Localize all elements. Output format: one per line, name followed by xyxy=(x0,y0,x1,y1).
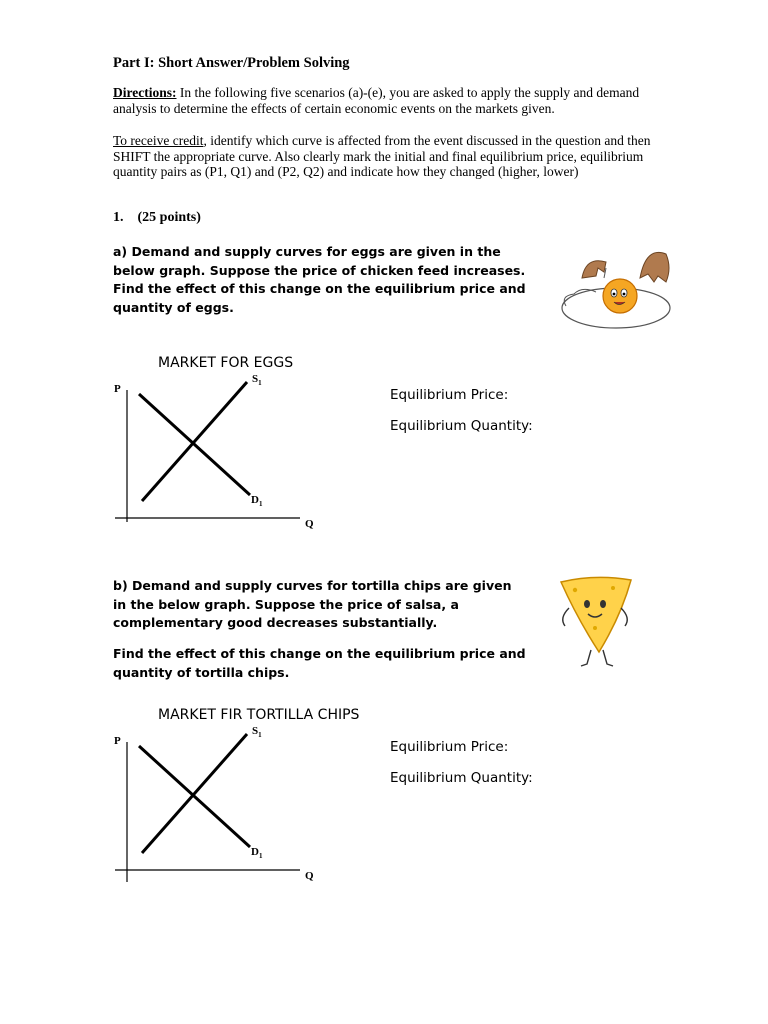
question-number: 1. xyxy=(113,210,124,225)
question-points: (25 points) xyxy=(137,210,201,225)
credit-text: , identify which curve is affected from the event discussed in the question and then SHIFT the appropriate curve. Also clearly mark the initial and final equilibrium price, equilibrium quantity pairs as (P1, Q1) and (P2, Q2) and indicate how they changed (higher, lower) xyxy=(113,133,651,179)
demand-curve-d1 xyxy=(139,746,250,847)
directions-label: Directions: xyxy=(113,85,177,100)
eggs-equilibrium-quantity-label: Equilibrium Quantity: xyxy=(390,418,533,434)
chips-equilibrium-quantity-label: Equilibrium Quantity: xyxy=(390,770,533,786)
price-axis-label: P xyxy=(114,383,121,395)
demand-label xyxy=(251,494,263,508)
price-axis-label: P xyxy=(114,735,121,747)
part-a-prompt xyxy=(113,243,528,317)
part-b-label: b) xyxy=(113,578,128,593)
supply-label-subscript: 1 xyxy=(258,379,262,387)
part-a-text: Demand and supply curves for eggs are given in the below graph. Suppose the price of chicken feed increases. Find the effect of this change on the equilibrium price and quantity of eggs. xyxy=(113,244,526,315)
tortilla-chips-supply-demand-graph xyxy=(105,722,320,887)
demand-curve-d1 xyxy=(139,394,250,495)
supply-label xyxy=(252,373,262,387)
part-b-prompt xyxy=(113,577,528,633)
part-b-text: Demand and supply curves for tortilla chips are given in the below graph. Suppose the price of salsa, a complementary good decreases substantially. xyxy=(113,578,512,630)
directions-text: In the following five scenarios (a)-(e), you are asked to apply the supply and demand analysis to determine the effects of certain economic events on the markets given. xyxy=(113,85,640,116)
credit-paragraph xyxy=(113,133,673,180)
part-a-label: a) xyxy=(113,244,128,259)
supply-label-letter: S xyxy=(252,373,259,385)
supply-label-letter: S xyxy=(252,725,259,737)
market-tortilla-chips-title: MARKET FIR TORTILLA CHIPS xyxy=(158,707,360,723)
directions-paragraph xyxy=(113,85,673,116)
demand-label-letter: D xyxy=(251,494,259,506)
chips-equilibrium-price-label: Equilibrium Price: xyxy=(390,739,509,755)
demand-label xyxy=(251,846,263,860)
supply-label xyxy=(252,725,262,739)
cracked-egg-icon xyxy=(556,238,674,334)
eggs-supply-demand-graph xyxy=(105,370,320,535)
question-1-heading xyxy=(113,210,201,226)
demand-label-subscript: 1 xyxy=(258,852,263,860)
eggs-equilibrium-price-label: Equilibrium Price: xyxy=(390,387,509,403)
part-b-prompt-continued: Find the effect of this change on the equilibrium price and quantity of tortilla chips. xyxy=(113,646,526,680)
credit-label: To receive credit xyxy=(113,133,204,148)
demand-label-letter: D xyxy=(251,846,259,858)
quantity-axis-label: Q xyxy=(305,518,314,530)
section-title: Part I: Short Answer/Problem Solving xyxy=(113,55,350,71)
supply-curve-s1 xyxy=(142,734,247,853)
market-eggs-title: MARKET FOR EGGS xyxy=(158,355,294,371)
demand-label-subscript: 1 xyxy=(258,500,263,508)
supply-label-subscript: 1 xyxy=(258,731,262,739)
tortilla-chip-icon xyxy=(555,572,637,670)
supply-curve-s1 xyxy=(142,382,247,501)
quantity-axis-label: Q xyxy=(305,870,314,882)
